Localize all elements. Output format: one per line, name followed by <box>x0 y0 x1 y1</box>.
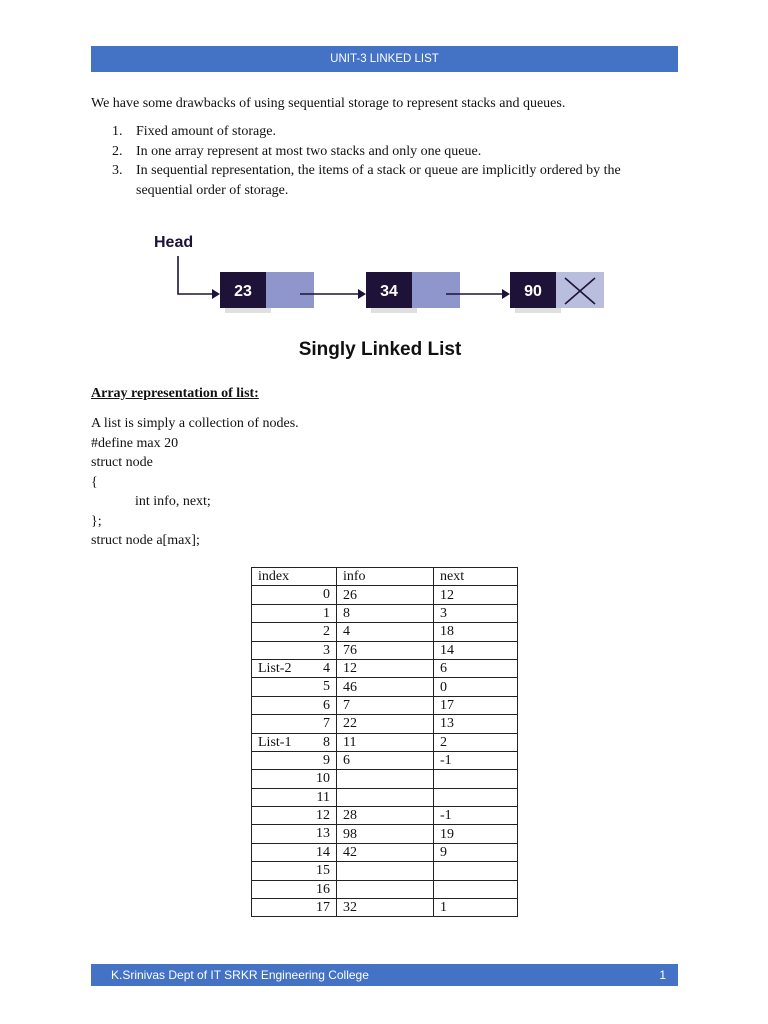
table-row <box>252 770 518 788</box>
list-label: List-1 <box>258 734 292 750</box>
table-row <box>252 751 518 769</box>
array-table <box>251 567 518 917</box>
header-title: UNIT-3 LINKED LIST <box>330 53 439 65</box>
code-line: int info, next; <box>135 494 211 509</box>
table-row <box>252 678 518 696</box>
index-cell <box>252 733 337 751</box>
info-cell <box>337 770 434 788</box>
table-row <box>252 788 518 806</box>
link-arrowhead <box>502 289 510 299</box>
index-value: 2 <box>323 624 330 640</box>
table-row <box>252 843 518 861</box>
linked-list-svg <box>140 222 620 367</box>
table-row <box>252 880 518 898</box>
info-cell: 6 <box>337 751 434 769</box>
list-item <box>112 142 672 162</box>
next-cell: 1 <box>434 899 518 917</box>
index-cell <box>252 604 337 622</box>
table-row <box>252 715 518 733</box>
footer-author: K.Srinivas Dept of IT SRKR Engineering College <box>111 968 369 982</box>
section-heading: Array representation of list: <box>91 386 259 401</box>
page-header <box>91 46 678 72</box>
next-cell: 0 <box>434 678 518 696</box>
list-number: 2. <box>112 143 123 159</box>
list-number: 3. <box>112 163 123 178</box>
info-cell: 76 <box>337 641 434 659</box>
head-arrow <box>178 256 212 294</box>
index-cell <box>252 623 337 641</box>
intro-paragraph: We have some drawbacks of using sequential storage to represent stacks and queues. <box>91 96 566 111</box>
index-value: 16 <box>316 881 330 897</box>
next-cell: 14 <box>434 641 518 659</box>
column-header-index: index <box>252 568 337 586</box>
list-item <box>112 122 672 142</box>
table-row <box>252 586 518 604</box>
next-cell: -1 <box>434 807 518 825</box>
info-cell: 46 <box>337 678 434 696</box>
info-cell <box>337 788 434 806</box>
index-value: 8 <box>323 734 330 750</box>
index-value: 1 <box>323 605 330 621</box>
node-pointer-box <box>412 272 460 308</box>
index-value: 9 <box>323 752 330 768</box>
next-cell: 2 <box>434 733 518 751</box>
table-header-row <box>252 568 518 586</box>
index-cell <box>252 641 337 659</box>
index-value: 15 <box>316 863 330 879</box>
index-cell <box>252 659 337 677</box>
info-cell: 22 <box>337 715 434 733</box>
head-arrowhead <box>212 289 220 299</box>
page-number: 1 <box>659 968 666 982</box>
index-cell <box>252 678 337 696</box>
table-row <box>252 733 518 751</box>
index-value: 0 <box>323 587 330 603</box>
index-cell <box>252 586 337 604</box>
next-cell <box>434 880 518 898</box>
list-item <box>112 161 672 200</box>
list-label: List-2 <box>258 660 292 676</box>
index-cell <box>252 807 337 825</box>
code-line: A list is simply a collection of nodes. <box>91 416 299 431</box>
index-value: 10 <box>316 771 330 787</box>
table-row <box>252 604 518 622</box>
index-value: 12 <box>316 808 330 824</box>
table-body <box>252 586 518 917</box>
info-cell: 28 <box>337 807 434 825</box>
info-cell <box>337 862 434 880</box>
info-cell: 32 <box>337 899 434 917</box>
code-line: struct node a[max]; <box>91 533 200 548</box>
table-row <box>252 862 518 880</box>
index-cell <box>252 843 337 861</box>
table-row <box>252 659 518 677</box>
index-cell <box>252 899 337 917</box>
index-value: 11 <box>316 789 330 805</box>
info-cell: 12 <box>337 659 434 677</box>
next-cell: 17 <box>434 696 518 714</box>
code-line: struct node <box>91 455 153 470</box>
code-line: }; <box>91 513 102 529</box>
next-cell: 18 <box>434 623 518 641</box>
list-text: In sequential representation, the items of a stack or queue are implicitly ordered by the sequential order of storage. <box>136 163 621 198</box>
index-cell <box>252 788 337 806</box>
info-cell: 4 <box>337 623 434 641</box>
next-cell <box>434 788 518 806</box>
code-line: { <box>91 474 98 490</box>
next-cell <box>434 862 518 880</box>
index-cell <box>252 825 337 843</box>
index-value: 17 <box>316 900 330 916</box>
next-cell: 13 <box>434 715 518 733</box>
next-cell: 3 <box>434 604 518 622</box>
code-line: #define max 20 <box>91 435 179 451</box>
table-row <box>252 696 518 714</box>
list-text: In one array represent at most two stacks and only one queue. <box>136 143 482 159</box>
info-cell: 8 <box>337 604 434 622</box>
node-value: 90 <box>524 283 542 300</box>
index-cell <box>252 862 337 880</box>
info-cell: 7 <box>337 696 434 714</box>
page-footer <box>91 964 678 986</box>
node-value: 34 <box>380 283 398 300</box>
table-row <box>252 825 518 843</box>
index-value: 13 <box>316 826 330 842</box>
info-cell: 26 <box>337 586 434 604</box>
list-text: Fixed amount of storage. <box>136 124 276 139</box>
node-value: 23 <box>234 283 252 300</box>
code-block <box>91 414 299 551</box>
info-cell: 11 <box>337 733 434 751</box>
link-arrowhead <box>358 289 366 299</box>
node-pointer-box <box>266 272 314 308</box>
next-cell: 19 <box>434 825 518 843</box>
next-cell: 6 <box>434 659 518 677</box>
column-header-info: info <box>337 568 434 586</box>
index-value: 7 <box>323 716 330 732</box>
table-row <box>252 807 518 825</box>
head-label: Head <box>154 234 194 251</box>
info-cell <box>337 880 434 898</box>
index-value: 4 <box>323 660 330 676</box>
index-value: 14 <box>316 844 330 860</box>
index-value: 6 <box>323 697 330 713</box>
index-cell <box>252 770 337 788</box>
table-row <box>252 641 518 659</box>
table-row <box>252 623 518 641</box>
column-header-next: next <box>434 568 518 586</box>
next-cell: 12 <box>434 586 518 604</box>
linked-list-diagram <box>140 222 620 367</box>
index-cell <box>252 696 337 714</box>
next-cell: 9 <box>434 843 518 861</box>
info-cell: 98 <box>337 825 434 843</box>
info-cell: 42 <box>337 843 434 861</box>
index-value: 5 <box>323 679 330 695</box>
index-cell <box>252 880 337 898</box>
index-cell <box>252 751 337 769</box>
list-number: 1. <box>112 124 123 139</box>
drawbacks-list <box>112 122 672 200</box>
index-cell <box>252 715 337 733</box>
index-value: 3 <box>323 642 330 658</box>
next-cell <box>434 770 518 788</box>
diagram-caption: Singly Linked List <box>298 339 462 360</box>
next-cell: -1 <box>434 751 518 769</box>
table-row <box>252 899 518 917</box>
